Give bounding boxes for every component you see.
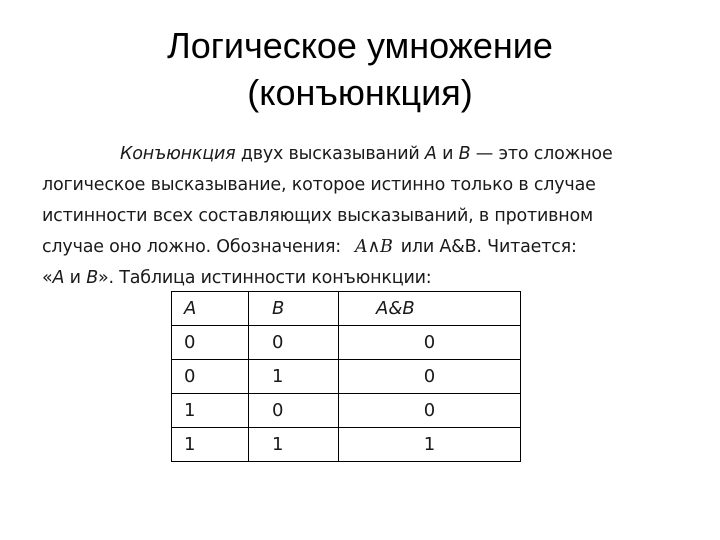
cell-result: 0 — [339, 360, 521, 394]
line1-text-a: двух высказываний — [235, 144, 425, 164]
cell-a: 0 — [172, 326, 249, 360]
variable-b: B — [458, 144, 471, 164]
table-header-row — [172, 292, 521, 326]
table-row — [172, 428, 521, 462]
paragraph-line-2: логическое высказывание, которое истинно только в случае — [42, 175, 596, 195]
term-conjunction: Конъюнкция — [120, 144, 236, 164]
truth-table — [171, 291, 521, 462]
cell-b: 1 — [249, 360, 339, 394]
conjunction-formula: A∧B — [355, 237, 393, 257]
title-line-2: (конъюнкция) — [247, 72, 473, 113]
cell-a: 1 — [172, 428, 249, 462]
reading-and: и — [64, 268, 87, 288]
header-b: B — [249, 292, 339, 326]
definition-paragraph — [42, 139, 682, 294]
line5-rest: ». Таблица истинности конъюнкции: — [98, 268, 432, 288]
cell-b: 0 — [249, 394, 339, 428]
table-row — [172, 326, 521, 360]
cell-result: 0 — [339, 326, 521, 360]
table-row — [172, 360, 521, 394]
header-a-and-b: A&B — [339, 292, 521, 326]
paragraph-line-1 — [42, 139, 682, 170]
cell-b: 1 — [249, 428, 339, 462]
reading-variable-b: B — [86, 268, 99, 288]
paragraph-line-3: истинности всех составляющих высказываний, в противном — [42, 206, 594, 226]
cell-b: 0 — [249, 326, 339, 360]
cell-a: 0 — [172, 360, 249, 394]
quote-open: « — [42, 268, 53, 288]
line4-text-a: случае оно ложно. Обозначения: — [42, 237, 341, 257]
line1-and: и — [436, 144, 459, 164]
reading-variable-a: A — [52, 268, 65, 288]
line1-text-b: — это сложное — [470, 144, 613, 164]
header-a: A — [172, 292, 249, 326]
paragraph-line-5 — [42, 263, 682, 294]
paragraph-line-4 — [42, 232, 682, 263]
variable-a: A — [424, 144, 437, 164]
cell-result: 0 — [339, 394, 521, 428]
table-row — [172, 394, 521, 428]
line4-text-b: или A&B. Читается: — [400, 237, 577, 257]
cell-a: 1 — [172, 394, 249, 428]
title-line-1: Логическое умножение — [167, 25, 553, 66]
slide-title — [0, 22, 720, 116]
cell-result: 1 — [339, 428, 521, 462]
